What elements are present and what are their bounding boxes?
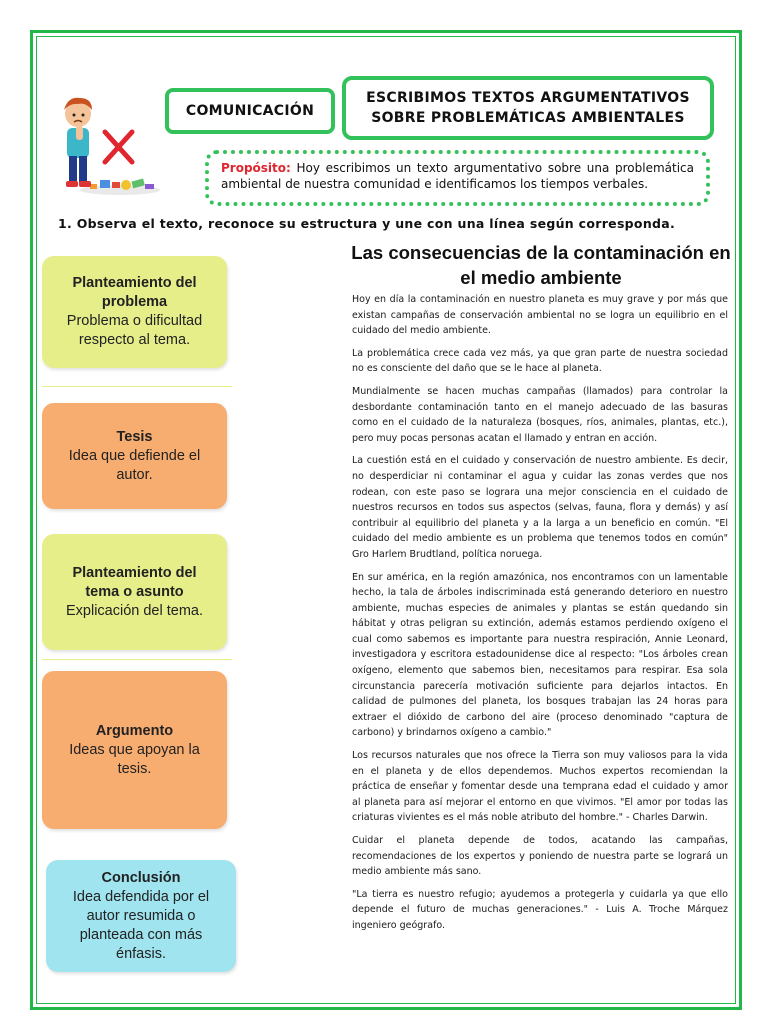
purpose-text: Hoy escribimos un texto argumentativo sobre una problemática ambiental de nuestra comunidad e identificamos los tiempos verbales. xyxy=(221,161,694,191)
card-tesis[interactable] xyxy=(42,403,227,509)
card-conclusion[interactable] xyxy=(46,860,236,972)
card-text: Idea defendida por el autor resumida o planteada con más énfasis. xyxy=(72,888,210,962)
card-text: Ideas que apoyan la tesis. xyxy=(69,741,200,777)
article-title: Las consecuencias de la contaminación en el medio ambiente xyxy=(351,242,731,288)
card-heading: Planteamiento del tema o asunto xyxy=(72,564,197,600)
article-paragraph: La problemática crece cada vez más, ya que gran parte de nuestra sociedad no es consciente del daño que se le hace al planeta. xyxy=(352,347,728,375)
card-planteamiento-problema[interactable] xyxy=(42,256,227,368)
purpose-box xyxy=(205,150,710,206)
article-paragraph: En sur américa, en la región amazónica, nos encontramos con un lamentable hecho, la tala de árboles indiscriminada está generando deterioro en nuestro ambiente, muchas especies de animales y plantas se están quedando sin hábitat y otras peligran su extinción, además estamos perdiendo oxígeno el cual como sabemos es importante para nuestra respiración, Annie Leonard, investigadora y escritora estadounidense dice al respecto: "Los árboles crean oxígeno, elemento que sabemos bien, necesitamos para respirar. Esa sola circunstancia parecería motivación suficiente para dejarlos intactos. En calidad de pulmones del planeta, los bosques trabajan las 24 horas para extraer el dióxido de carbono del aire (proceso denominado "captura de carbono) y brindarnos oxígeno a cambio." xyxy=(352,571,728,739)
purpose-label: Propósito: xyxy=(221,161,291,175)
divider xyxy=(42,386,232,387)
divider xyxy=(42,659,232,660)
article-paragraph: "La tierra es nuestro refugio; ayudemos a protegerla y cuidarla ya que ello depende el futuro de muchas generaciones." - Luis A. Troche Márquez ingeniero geógrafo. xyxy=(352,888,728,931)
title-line-1: ESCRIBIMOS TEXTOS ARGUMENTATIVOS xyxy=(366,90,690,106)
card-argumento[interactable] xyxy=(42,671,227,829)
card-heading: Argumento xyxy=(95,722,174,739)
card-heading: Tesis xyxy=(116,428,153,445)
card-text: Problema o dificultad respecto al tema. xyxy=(66,313,203,348)
card-text: Idea que defiende el autor. xyxy=(68,447,201,483)
article-paragraph: Hoy en día la contaminación en nuestro planeta es muy grave y por más que existan campañas de conservación ambiental no se logra un equilibrio en el cuidado del medio ambiente. xyxy=(352,294,728,337)
title-line-2: SOBRE PROBLEMÁTICAS AMBIENTALES xyxy=(371,110,685,126)
card-heading: Conclusión xyxy=(101,869,181,886)
article-body xyxy=(352,292,728,941)
page-title xyxy=(342,76,714,140)
article-paragraph: Mundialmente se hacen muchas campañas (llamados) para controlar la desbordante contaminación tanto en el manejo adecuado de las basuras como en el cuidado de la naturaleza (bosques, ríos, animales, plantas, etc.), pero muy pocas personas acatan el llamado y entran en acción. xyxy=(352,385,728,444)
article-paragraph: Los recursos naturales que nos ofrece la Tierra son muy valiosos para la vida en el planeta y de ellos dependemos. Muchos expertos recomiendan la práctica de enseñar y fomentar desde una temprana edad el cuidado y amor al planeta para así mejorar el entorno en que vivimos. "El amor por todas las criaturas vivientes es el más noble atributo del hombre." - Charles Darwin. xyxy=(352,750,728,824)
instruction-text: 1. Observa el texto, reconoce su estructura y une con una línea según corresponda. xyxy=(58,216,676,231)
article-paragraph: La cuestión está en el cuidado y conservación de nuestro ambiente. Es decir, no desperdiciar ni contaminar el agua y cuidar las zonas verdes que nos rodean, con este paso se lograra una mejor consciencia en el cuidado de nuestros recursos en todos sus aspectos (selvas, fauna, flora y demás) y así contribuir al equilibrio del planeta y a la larga a un beneficio en común. "El cuidado del medio ambiente es un problema que tenemos todos en común" Gro Harlem Brudtland, política noruega. xyxy=(352,455,728,560)
article-paragraph: Cuidar el planeta depende de todos, acatando las campañas, recomendaciones de los expertos y poniendo de nuestra parte se logrará un medio ambiente más sano. xyxy=(352,835,728,878)
card-planteamiento-tema[interactable] xyxy=(42,534,227,650)
card-text: Explicación del tema. xyxy=(65,602,203,619)
subject-label: COMUNICACIÓN xyxy=(165,88,335,134)
card-heading: Planteamiento del problema xyxy=(72,275,197,310)
boy-litter-cross-icon xyxy=(50,90,165,200)
